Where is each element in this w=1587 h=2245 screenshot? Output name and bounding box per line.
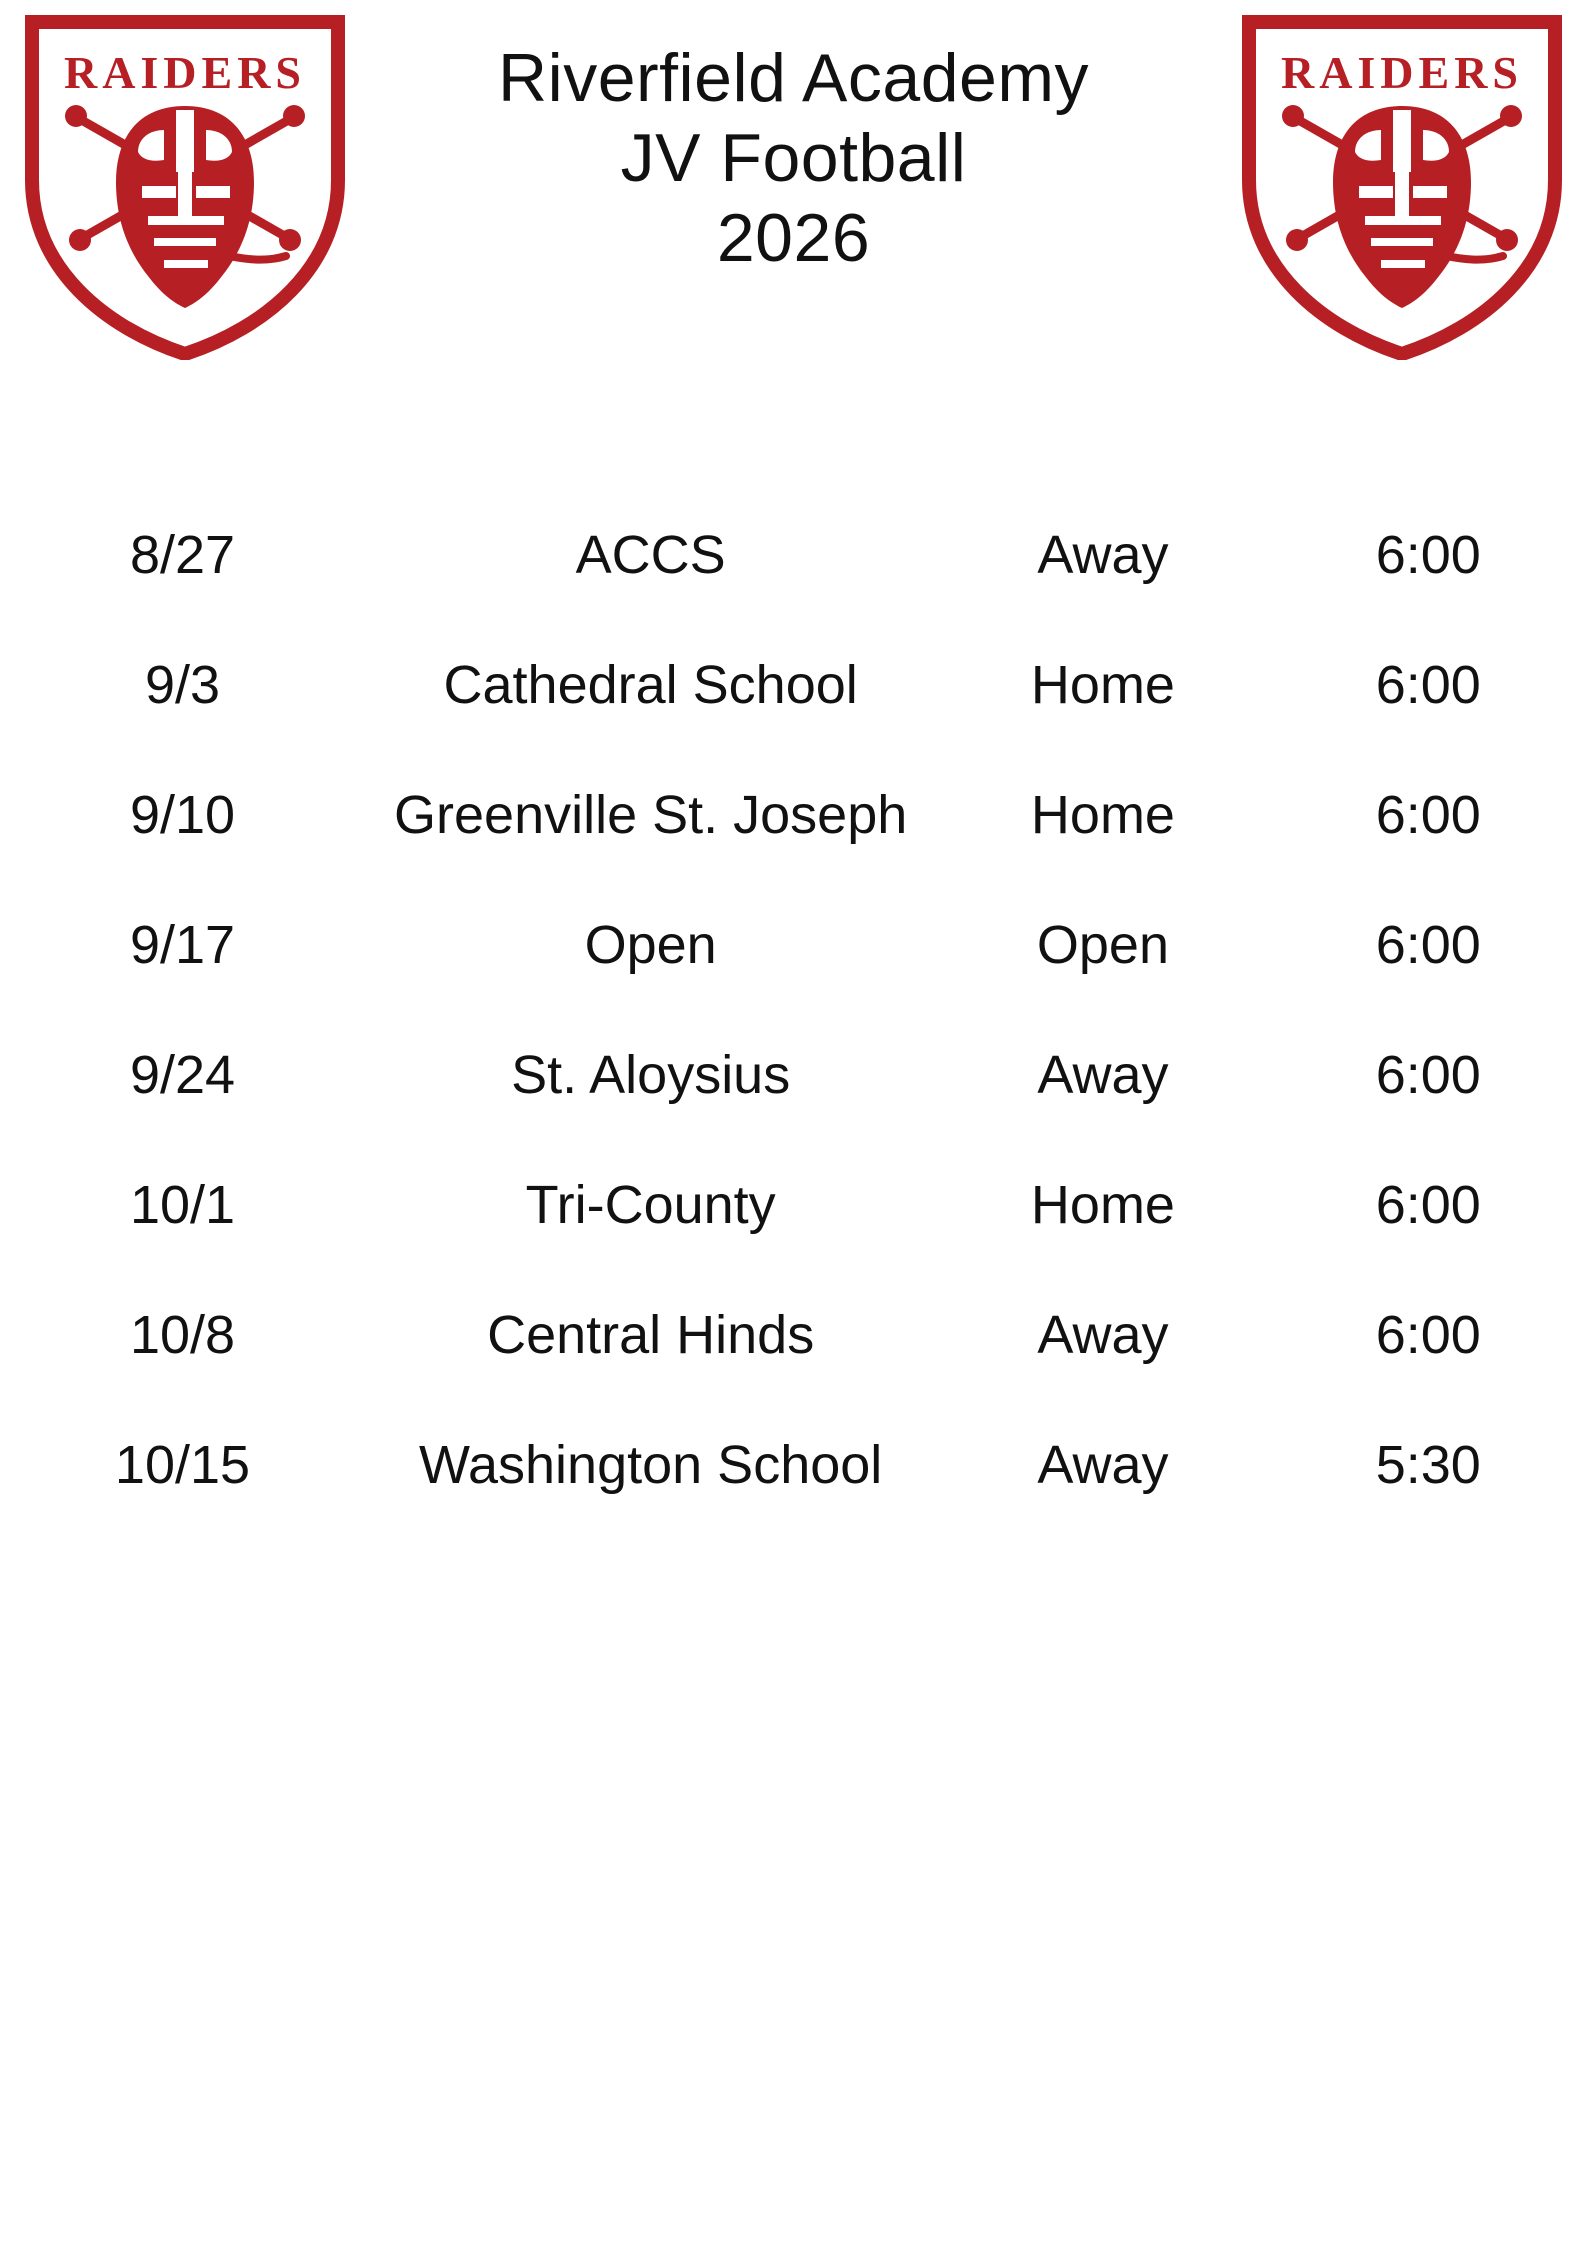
table-row: [0, 1010, 1587, 1140]
game-time: 6:00: [1375, 655, 1481, 715]
game-site: Home: [1030, 655, 1175, 715]
table-row: [0, 750, 1587, 880]
game-date: 10/1: [129, 1175, 236, 1235]
game-opponent: Washington School: [419, 1435, 883, 1495]
table-row: [0, 1270, 1587, 1400]
game-date: 10/15: [114, 1435, 251, 1495]
title-line-1: Riverfield Academy: [497, 40, 1090, 116]
game-site: Open: [1036, 915, 1169, 975]
game-time: 6:00: [1375, 1175, 1481, 1235]
game-time: 6:00: [1375, 1045, 1481, 1105]
game-opponent: Central Hinds: [487, 1305, 815, 1365]
title-line-2: JV Football: [620, 120, 967, 197]
game-time: 6:00: [1375, 785, 1481, 845]
game-time: 6:00: [1375, 525, 1481, 585]
game-time: 6:00: [1375, 915, 1481, 975]
game-opponent: Greenville St. Joseph: [394, 785, 908, 845]
schedule-body: [0, 490, 1587, 1530]
page-title: [350, 10, 1237, 279]
raiders-logo-right: [1237, 10, 1567, 360]
svg-text:RAIDERS: RAIDERS: [63, 47, 307, 98]
game-time: 6:00: [1375, 1305, 1481, 1365]
table-row: [0, 1140, 1587, 1270]
game-opponent: Tri-County: [525, 1175, 776, 1235]
game-opponent: Open: [584, 915, 717, 975]
game-date: 9/17: [129, 915, 236, 975]
game-date: 10/8: [129, 1305, 236, 1365]
game-date: 8/27: [129, 525, 236, 585]
game-site: Home: [1030, 785, 1175, 845]
svg-text:RAIDERS: RAIDERS: [1280, 47, 1524, 98]
game-opponent: St. Aloysius: [511, 1045, 791, 1105]
page-header: [0, 0, 1587, 380]
game-opponent: ACCS: [575, 525, 726, 585]
game-site: Away: [1037, 525, 1169, 585]
table-row: [0, 880, 1587, 1010]
game-site: Away: [1037, 1305, 1169, 1365]
game-site: Home: [1030, 1175, 1175, 1235]
table-row: [0, 490, 1587, 620]
game-opponent: Cathedral School: [443, 655, 858, 715]
raiders-logo-left: [20, 10, 350, 360]
game-date: 9/3: [144, 655, 221, 715]
game-site: Away: [1037, 1045, 1169, 1105]
table-row: [0, 1400, 1587, 1530]
table-row: [0, 620, 1587, 750]
game-date: 9/10: [129, 785, 236, 845]
schedule-table: [0, 490, 1587, 1530]
game-time: 5:30: [1375, 1435, 1481, 1495]
game-date: 9/24: [129, 1045, 236, 1105]
title-line-3: 2026: [716, 200, 871, 277]
game-site: Away: [1037, 1435, 1169, 1495]
